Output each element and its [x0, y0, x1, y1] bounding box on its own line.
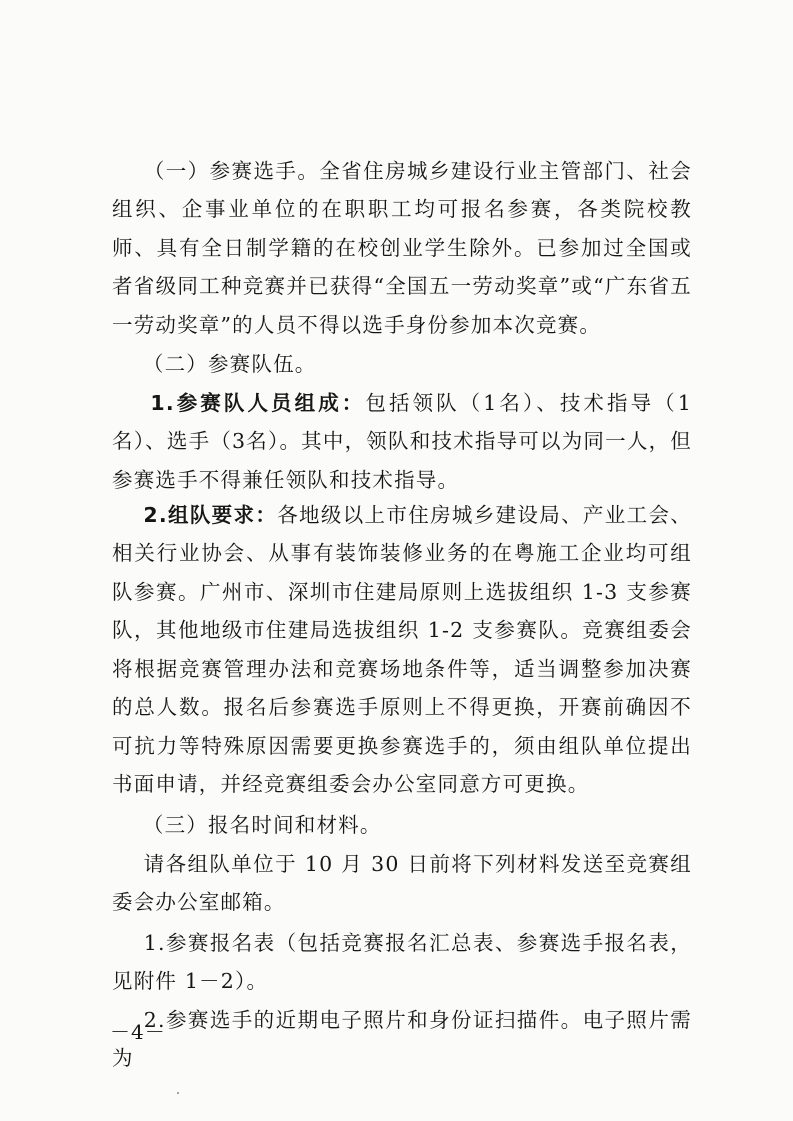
paragraph-text: 各地级以上市住房城乡建设局、产业工会、相关行业协会、从事有装饰装修业务的在粤施工企业均可组队参赛。广州市、深圳市住建局原则上选拔组织 1-3 支参赛队，其他地级市住建局选拔组织 1-2 支参赛队。竞赛组委会将根据竞赛管理办法和竞赛场地条件等，适当调整参加决赛的总人数。报名后参赛选手原则上不得更换，开赛前确因不可抗力等特殊原因需要更换参赛选手的，须由组队单位提出书面申请，并经竞赛组委会办公室同意方可更换。 [112, 502, 692, 796]
paragraph-text: 2.参赛选手的近期电子照片和身份证扫描件。电子照片需为 [112, 1007, 692, 1070]
scan-speck [177, 1092, 179, 1094]
paragraph-material-2 [112, 962, 692, 1116]
paragraph-text: 1.参赛报名表（包括竞赛报名汇总表、参赛选手报名表，见附件 1－2）。 [112, 930, 692, 993]
paragraph-lead: 1.参赛队人员组成： [150, 390, 366, 415]
paragraph-text: （一）参赛选手。全省住房城乡建设行业主管部门、社会组织、企事业单位的在职职工均可报名参赛，各类院校教师、具有全日制学籍的在校创业学生除外。已参加过全国或者省级同工种竞赛并已获得“全国五一劳动奖章”或“广东省五一劳动奖章”的人员不得以选手身份参加本次竞赛。 [112, 158, 692, 337]
paragraph-lead: 2.组队要求： [143, 502, 278, 527]
paragraph-text: （三）报名时间和材料。 [142, 812, 382, 837]
paragraph-text: 包括领队（1名）、技术指导（1名）、选手（3名）。其中，领队和技术指导可以为同一人，但参赛选手不得兼任领队和技术指导。 [112, 390, 692, 492]
paragraph-text: （二）参赛队伍。 [142, 351, 317, 376]
page-number: －4－ [110, 1020, 166, 1044]
paragraph-text: 请各组队单位于 10 月 30 日前将下列材料发送至竞赛组委会办公室邮箱。 [112, 851, 692, 914]
